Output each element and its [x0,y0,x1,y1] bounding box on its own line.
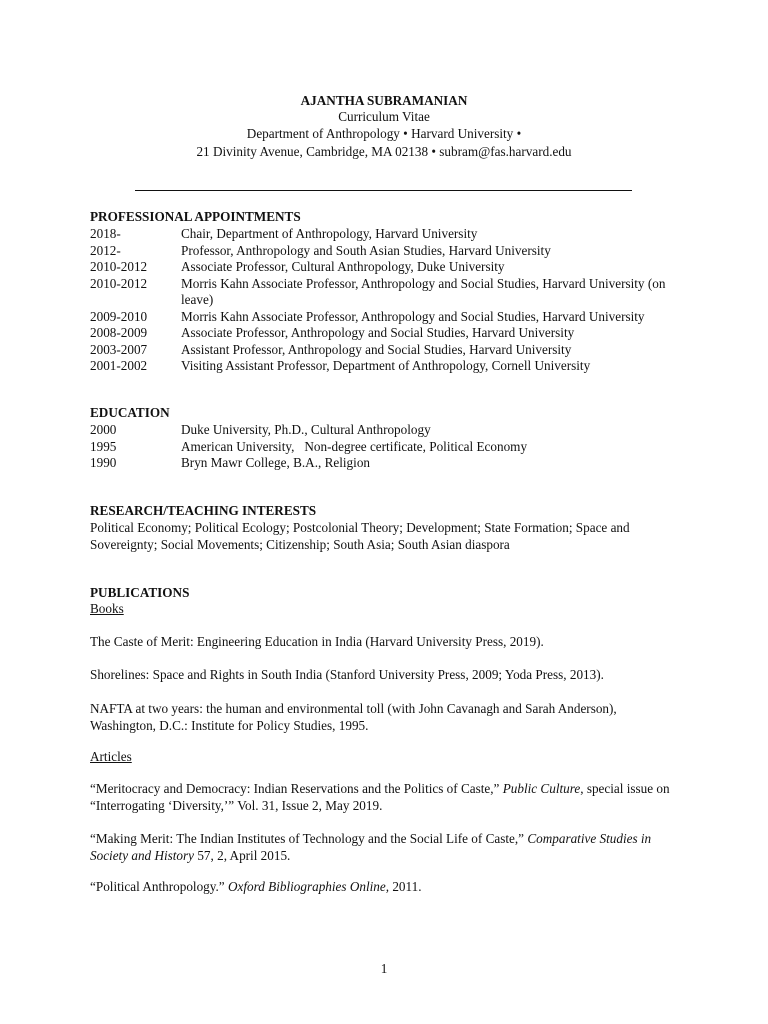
cv-subtitle: Curriculum Vitae [338,109,430,124]
article-journal: Comparative Studies in Society and History [90,831,652,863]
appointment-year: 2010-2012 [90,259,148,274]
appointment-title: Professor, Anthropology and South Asian Studies, Harvard University [181,242,551,258]
article-journal: Oxford Bibliographies Online, [227,879,390,894]
education-list [90,422,681,472]
table-row [90,325,681,342]
education-entry: Duke University, Ph.D., Cultural Anthropology [181,422,431,437]
education-degree: Non-degree certificate, Political Economy [304,438,528,454]
articles-subheading: Articles [90,749,132,764]
appointments-list [90,226,681,375]
book-entry: Shorelines: Space and Rights in South India (Stanford University Press, 2009; Yoda Press, 2013). [90,667,604,682]
education-heading: EDUCATION [90,405,170,420]
appointment-title: Associate Professor, Cultural Anthropology, Duke University [181,259,505,274]
appointment-year: 2001-2002 [90,358,148,373]
book-entry: NAFTA at two years: the human and environmental toll (with John Cavanagh and Sarah Anderson), Washington, D.C.: Institute for Policy Studies, 1995. [90,701,617,733]
table-row [90,309,681,326]
article-title: “Making Merit: The Indian Institutes of Technology and the Social Life of Caste,” [90,831,528,846]
table-row [90,455,681,472]
education-year: 1990 [90,455,117,470]
appointment-year: 2003-2007 [90,341,148,357]
table-row [90,243,681,260]
books-subheading: Books [90,601,124,616]
appointment-year: 2009-2010 [90,308,148,324]
appointment-year: 2018- [90,226,121,241]
table-row [90,358,681,375]
appointment-title: Chair, Department of Anthropology, Harvard University [181,226,478,241]
appointment-title: Morris Kahn Associate Professor, Anthropology and Social Studies, Harvard University [181,308,645,324]
article-title: “Meritocracy and Democracy: Indian Reservations and the Politics of Caste,” [90,781,503,796]
appointment-year: 2010-2012 [90,275,148,291]
article-entry [90,831,680,864]
appointment-title: Associate Professor, Anthropology and Social Studies, Harvard University [181,325,575,340]
table-row [90,276,681,309]
header-divider [135,176,632,191]
table-row [90,342,681,359]
article-entry [90,781,680,814]
affiliation-line: Department of Anthropology • Harvard University • [246,126,522,141]
article-details: 57, 2, April 2015. [194,847,291,863]
table-row [90,259,681,276]
cv-name: AJANTHA SUBRAMANIAN [300,93,468,108]
table-row [90,226,681,243]
education-year: 1995 [90,438,117,454]
interests-heading: RESEARCH/TEACHING INTERESTS [90,503,317,518]
page-number: 1 [380,961,388,976]
address-line: 21 Divinity Avenue, Cambridge, MA 02138 • subram@fas.harvard.edu [196,144,572,159]
interests-text: Political Economy; Political Ecology; Postcolonial Theory; Development; State Formation; Space and Sovereignty; Social Movements; Citizenship; South Asia; South Asian diaspora [90,520,630,552]
education-entry [181,439,681,456]
table-row [90,439,681,456]
appointment-title: Morris Kahn Associate Professor, Anthropology and Social Studies, Harvard University (on leave) [181,275,666,307]
publications-heading: PUBLICATIONS [90,585,190,600]
appointment-year: 2008-2009 [90,325,148,340]
education-entry: Bryn Mawr College, B.A., Religion [181,455,371,470]
article-title: “Political Anthropology.” [90,879,228,894]
article-journal: Public Culture [502,781,581,796]
book-entry: The Caste of Merit: Engineering Education in India (Harvard University Press, 2019). [90,634,544,649]
appointment-title: Assistant Professor, Anthropology and Social Studies, Harvard University [181,341,572,357]
appointment-title: Visiting Assistant Professor, Department of Anthropology, Cornell University [181,358,591,373]
appointments-heading: PROFESSIONAL APPOINTMENTS [90,209,301,224]
article-entry [90,879,680,896]
appointment-year: 2012- [90,242,121,258]
article-details: , special issue on “Interrogating ‘Diversity,’” Vol. 31, Issue 2, May 2019. [90,781,670,813]
article-details: 2011. [389,879,422,894]
education-year: 2000 [90,422,117,437]
table-row [90,422,681,439]
education-institution: American University, [181,438,295,454]
